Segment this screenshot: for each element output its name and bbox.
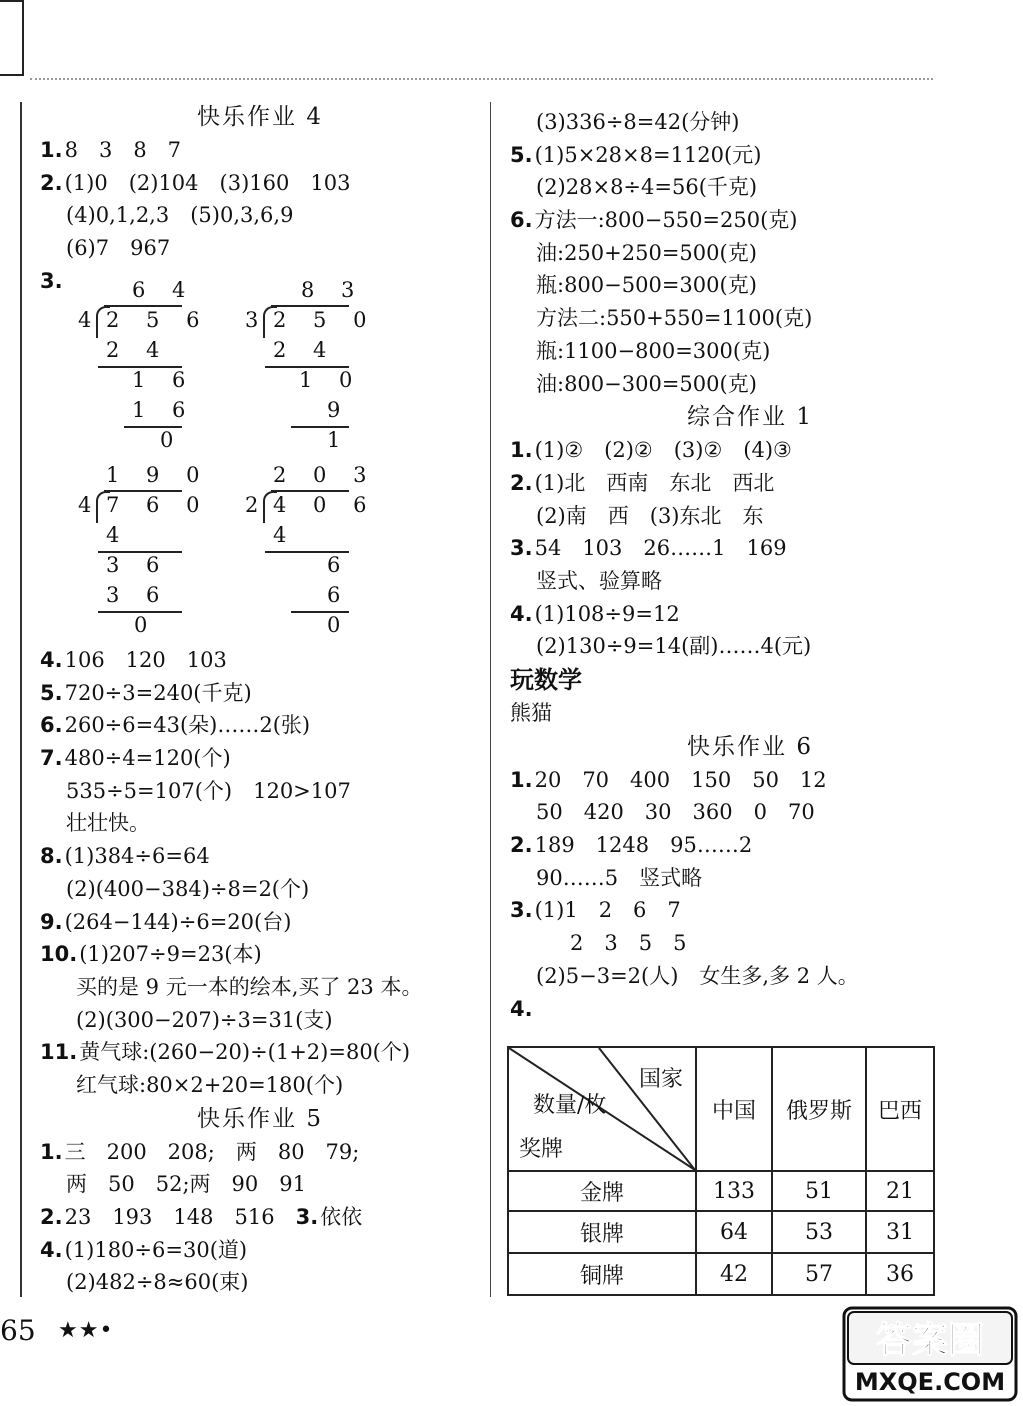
answer-line: (2)482÷8≈60(束) bbox=[66, 1270, 249, 1295]
quotient: 8 3 bbox=[301, 278, 365, 302]
answer-line: 4. bbox=[510, 996, 533, 1021]
difficulty-stars: ★★• bbox=[58, 1318, 114, 1343]
table-cell: 64 bbox=[696, 1211, 772, 1253]
partial-product: 2 4 bbox=[106, 338, 170, 362]
quotient: 1 9 0 bbox=[106, 463, 210, 487]
corner-mid-label: 数量/枚 bbox=[533, 1093, 607, 1118]
answer-line: 油:800−300=500(克) bbox=[536, 371, 757, 396]
answer-line: 6.260÷6=43(朵)……2(张) bbox=[40, 713, 311, 738]
medal-table bbox=[507, 1046, 935, 1296]
table-cell: 51 bbox=[772, 1171, 866, 1211]
table-cell: 36 bbox=[866, 1253, 934, 1295]
divisor: 3 bbox=[245, 308, 269, 332]
partial-product: 2 4 bbox=[273, 338, 337, 362]
corner-top-label: 国家 bbox=[639, 1067, 684, 1092]
remainder: 0 bbox=[134, 613, 158, 637]
table-cell: 31 bbox=[866, 1211, 934, 1253]
section-title-hw6: 快乐作业 6 bbox=[687, 733, 813, 760]
answer-line: (3)336÷8=42(分钟) bbox=[536, 110, 740, 134]
answer-line: 5.720÷3=240(千克) bbox=[40, 680, 252, 705]
answer-line: (2)(400−384)÷8=2(个) bbox=[66, 876, 310, 901]
watermark-logo bbox=[842, 1306, 1018, 1402]
column-header: 巴西 bbox=[866, 1047, 934, 1171]
remainder: 0 bbox=[327, 613, 351, 637]
answer-line: 红气球:80×2+20=180(个) bbox=[76, 1072, 344, 1097]
quotient: 6 4 bbox=[132, 278, 196, 302]
column-header: 俄罗斯 bbox=[772, 1047, 866, 1171]
partial-remainder: 3 6 bbox=[106, 553, 170, 577]
answer-line: (2)28×8÷4=56(千克) bbox=[536, 175, 758, 200]
answer-line: (2)(300−207)÷3=31(支) bbox=[76, 1007, 333, 1032]
answer-line: (2)130÷9=14(副)……4(元) bbox=[536, 634, 812, 659]
partial-remainder: 1 6 bbox=[132, 368, 196, 392]
remainder: 1 bbox=[327, 428, 351, 452]
table-row bbox=[508, 1171, 934, 1211]
answer-line: (6)7 967 bbox=[66, 236, 171, 261]
column-header: 中国 bbox=[696, 1047, 772, 1171]
answer-line: 瓶:1100−800=300(克) bbox=[536, 338, 771, 363]
page-number: 65 bbox=[0, 1314, 36, 1347]
answer-line: 壮壮快。 bbox=[66, 811, 150, 836]
dividend: 2 5 6 bbox=[106, 308, 210, 332]
row-label: 铜牌 bbox=[508, 1253, 696, 1295]
table-row bbox=[508, 1253, 934, 1295]
answer-line: 3. bbox=[40, 268, 63, 293]
left-margin-rule bbox=[20, 102, 22, 1297]
dividend: 2 5 0 bbox=[273, 308, 377, 332]
answer-line: 2.(1)北 西南 东北 西北 bbox=[510, 470, 775, 495]
answer-line: 2.(1)0 (2)104 (3)160 103 bbox=[40, 170, 351, 195]
answer-line: 竖式、验算略 bbox=[536, 568, 662, 593]
answer-line: 瓶:800−500=300(克) bbox=[536, 273, 757, 298]
column-divider bbox=[490, 102, 491, 1297]
answer-line: 10.(1)207÷9=23(本) bbox=[40, 942, 262, 967]
left-column-lower bbox=[40, 644, 480, 1299]
section-title-zh1: 综合作业 1 bbox=[687, 404, 813, 431]
answer-line: 两 50 52;两 90 91 bbox=[66, 1172, 306, 1197]
partial-remainder: 1 0 bbox=[299, 368, 363, 392]
answer-line: 90……5 竖式略 bbox=[536, 865, 703, 890]
right-column bbox=[510, 106, 990, 1025]
answer-line: 6.方法一:800−550=250(克) bbox=[510, 208, 798, 233]
partial-product: 9 bbox=[327, 398, 351, 422]
answer-line: 3.54 103 26……1 169 bbox=[510, 536, 787, 561]
answer-line: 1.(1)② (2)② (3)② (4)③ bbox=[510, 438, 792, 463]
partial-product: 3 6 bbox=[106, 583, 170, 607]
answer-line: 50 420 30 360 0 70 bbox=[536, 800, 815, 825]
answer-line: 熊猫 bbox=[510, 701, 552, 725]
partial-remainder: 6 bbox=[327, 553, 351, 577]
answer-line: 1.20 70 400 150 50 12 bbox=[510, 767, 827, 792]
table-cell: 133 bbox=[696, 1171, 772, 1211]
section-title-hw5: 快乐作业 5 bbox=[197, 1105, 323, 1132]
divisor: 4 bbox=[78, 493, 102, 517]
answer-line: 5.(1)5×28×8=1120(元) bbox=[510, 142, 762, 167]
corner-bottom-label: 奖牌 bbox=[519, 1137, 564, 1162]
answer-line: 535÷5=107(个) 120>107 bbox=[66, 778, 351, 803]
watermark-bottom-text: MXQE.COM bbox=[854, 1368, 1006, 1396]
row-label: 银牌 bbox=[508, 1211, 696, 1253]
dividend: 7 6 0 bbox=[106, 493, 210, 517]
partial-product: 4 bbox=[273, 523, 297, 547]
answer-line: 买的是 9 元一本的绘本,买了 23 本。 bbox=[76, 974, 423, 999]
section-title-hw4: 快乐作业 4 bbox=[197, 104, 323, 130]
answer-line: 4.106 120 103 bbox=[40, 648, 227, 672]
answer-line: 8.(1)384÷6=64 bbox=[40, 844, 210, 869]
remainder: 0 bbox=[160, 428, 184, 452]
header-dotted-rule bbox=[30, 78, 933, 80]
dividend: 4 0 6 bbox=[273, 493, 377, 517]
row-label: 金牌 bbox=[508, 1171, 696, 1211]
table-corner-header bbox=[508, 1047, 696, 1171]
page-corner-mark bbox=[0, 0, 24, 76]
divisor: 2 bbox=[245, 493, 269, 517]
answer-line: 2.189 1248 95……2 bbox=[510, 833, 753, 858]
watermark-top-text: 答案圈 bbox=[875, 1320, 985, 1361]
partial-product: 1 6 bbox=[132, 398, 196, 422]
table-cell: 53 bbox=[772, 1211, 866, 1253]
table-row bbox=[508, 1211, 934, 1253]
answer-line: 1.三 200 208; 两 80 79; bbox=[40, 1139, 360, 1164]
answer-line: 9.(264−144)÷6=20(台) bbox=[40, 909, 292, 934]
answer-line: 油:250+250=500(克) bbox=[536, 240, 757, 265]
table-cell: 42 bbox=[696, 1253, 772, 1295]
answer-line: 7.480÷4=120(个) bbox=[40, 746, 231, 771]
watermark-graphic bbox=[842, 1306, 1018, 1402]
quotient: 2 0 3 bbox=[273, 463, 377, 487]
answer-line: 11.黄气球:(260−20)÷(1+2)=80(个) bbox=[40, 1040, 411, 1065]
table-cell: 21 bbox=[866, 1171, 934, 1211]
section-heading-play-math: 玩数学 bbox=[510, 666, 582, 694]
table-cell: 57 bbox=[772, 1253, 866, 1295]
answer-line: (2)5−3=2(人) 女生多,多 2 人。 bbox=[536, 963, 859, 988]
answer-line: 1.8 3 8 7 bbox=[40, 138, 182, 162]
answer-line: 2 3 5 5 bbox=[570, 931, 687, 956]
answer-line: 4.(1)180÷6=30(道) bbox=[40, 1237, 248, 1262]
answer-line: 方法二:550+550=1100(克) bbox=[536, 306, 813, 331]
divisor: 4 bbox=[78, 308, 102, 332]
answer-line: 2.23 193 148 516 3.依依 bbox=[40, 1205, 363, 1229]
answer-line: 4.(1)108÷9=12 bbox=[510, 601, 680, 626]
partial-product: 6 bbox=[327, 583, 351, 607]
answer-line: (2)南 西 (3)东北 东 bbox=[536, 503, 764, 528]
answer-line: 3.(1)1 2 6 7 bbox=[510, 898, 681, 923]
answer-line: (4)0,1,2,3 (5)0,3,6,9 bbox=[66, 203, 294, 228]
partial-product: 4 bbox=[106, 523, 130, 547]
left-column bbox=[40, 100, 480, 297]
